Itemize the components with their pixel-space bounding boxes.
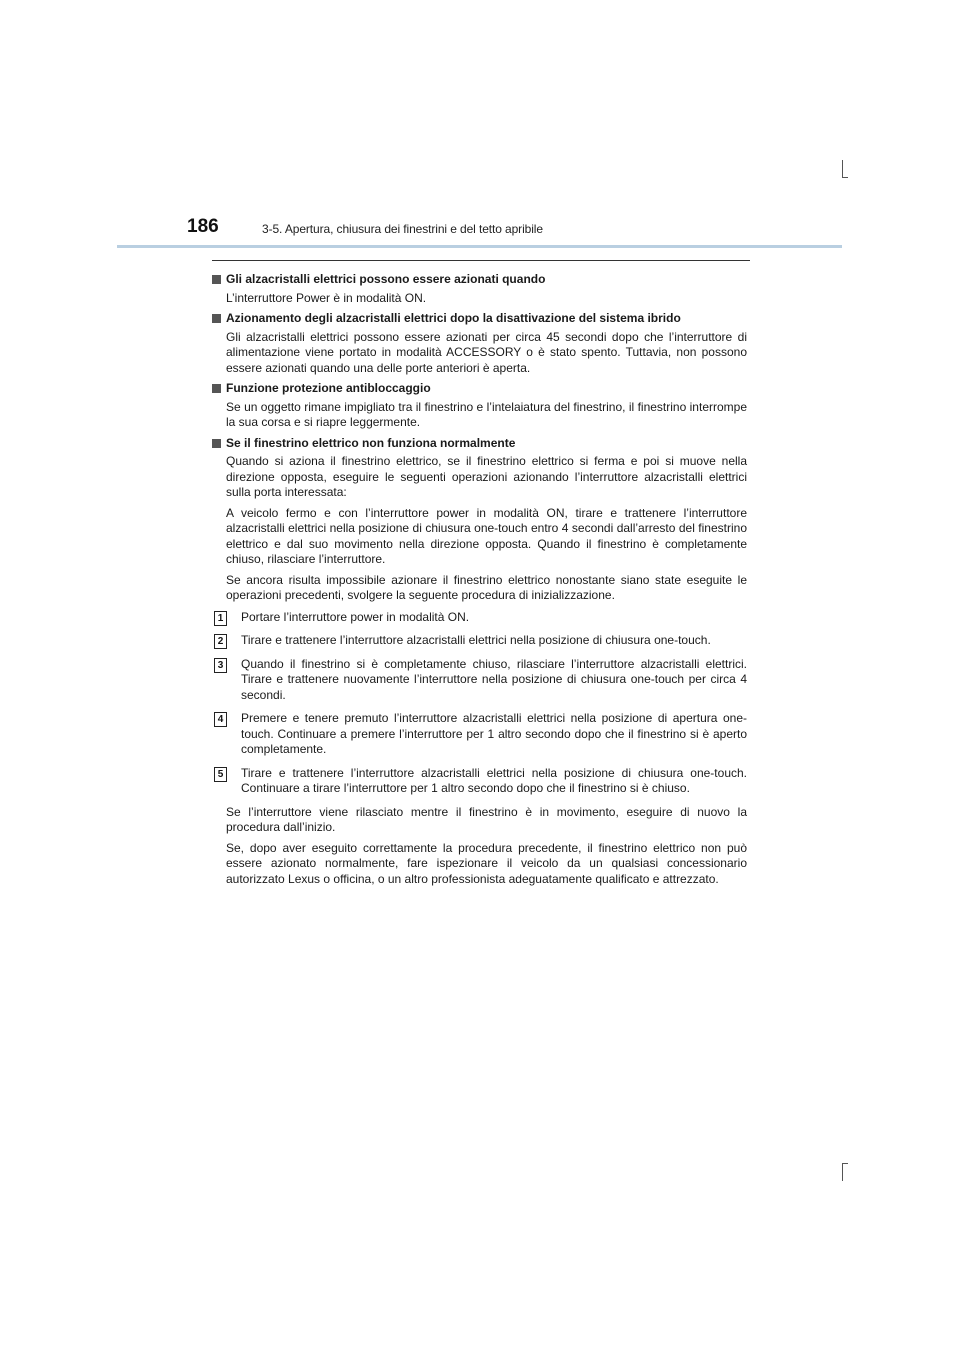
square-bullet-icon: [212, 314, 221, 323]
step-2: [212, 633, 747, 649]
header-bar: [117, 245, 842, 248]
paragraph: L’interruttore Power è in modalità ON.: [226, 290, 427, 305]
square-bullet-icon: [212, 275, 221, 284]
section-title: [212, 381, 747, 397]
paragraph: Se, dopo aver eseguito correttamente la procedura precedente, il finestrino elettrico non può essere azionato normalmente, fare ispezionare il veicolo da un qualsiasi concessionario autorizzato Lexus o officina, o un altro professionista adeguatamente qualificato e attrezzato.: [226, 840, 747, 886]
step-text: Quando il finestrino si è completamente chiuso, rilasciare l’interruttore alzacristalli elettrici. Tirare e trattenere nuovamente l’interruttore nella posizione di chiusura one-touch per circa 4 secondi.: [241, 656, 747, 702]
step-text: Tirare e trattenere l’interruttore alzacristalli elettrici nella posizione di chiusura one-touch.: [241, 633, 711, 647]
step-1: [212, 610, 747, 626]
section-title-text: Funzione protezione antibloccaggio: [226, 381, 431, 395]
paragraph: Se l’interruttore viene rilasciato mentre il finestrino è in movimento, eseguire di nuovo la procedura dall’inizio.: [226, 804, 747, 834]
step-text: Premere e tenere premuto l’interruttore alzacristalli elettrici nella posizione di apertura one-touch. Continuare a premere l’interruttore per 1 altro secondo dopo che il finestrino si è aperto completamente.: [241, 711, 747, 756]
step-text: Portare l’interruttore power in modalità ON.: [241, 609, 470, 624]
chapter-title: 3-5. Apertura, chiusura dei finestrini e del tetto apribile: [262, 222, 543, 236]
content-top-rule: [212, 260, 750, 261]
square-bullet-icon: [212, 439, 221, 448]
section-when-usable: [212, 272, 747, 306]
step-number-badge: 1: [214, 611, 227, 626]
step-4: [212, 711, 747, 758]
crop-mark-top: [842, 160, 843, 178]
paragraph: A veicolo fermo e con l’interruttore power in modalità ON, tirare e trattenere l’interruttore alzacristalli elettrici nella posizione di chiusura one-touch entro 4 secondi dall’arresto del finestrino elettrico e dal suo movimento nella direzione opposta. Quando il finestrino è completamente chiuso, rilasciare l’interruttore.: [226, 505, 747, 566]
step-number-badge: 4: [214, 712, 227, 727]
step-3: [212, 657, 747, 704]
crop-mark-bottom: [842, 1163, 843, 1181]
crop-mark-top-tick: [842, 177, 848, 178]
step-number-badge: 2: [214, 634, 227, 649]
paragraph: Gli alzacristalli elettrici possono essere azionati per circa 45 secondi dopo che l’interruttore di alimentazione viene portato in modalità ACCESSORY o è stato spento. Tuttavia, non possono essere azionati quando una delle porte anteriori è aperta.: [226, 329, 747, 375]
section-title: [212, 311, 747, 327]
page-content: [212, 270, 747, 892]
step-number-badge: 3: [214, 658, 227, 673]
square-bullet-icon: [212, 384, 221, 393]
section-malfunction: [212, 436, 747, 888]
crop-mark-bottom-tick: [842, 1163, 848, 1164]
step-5: [212, 766, 747, 797]
section-title-text: Se il finestrino elettrico non funziona normalmente: [226, 435, 516, 450]
page-number: 186: [187, 216, 219, 237]
paragraph: Se un oggetto rimane impigliato tra il finestrino e l’intelaiatura del finestrino, il finestrino interrompe la sua corsa e si riapre leggermente.: [226, 399, 747, 429]
paragraph: Quando si aziona il finestrino elettrico, se il finestrino elettrico si ferma e poi si muove nella direzione opposta, eseguire le seguenti operazioni azionando l’interruttore alzacristalli elettrici sulla porta interessata:: [226, 454, 747, 499]
section-anti-pinch: [212, 381, 747, 431]
section-title: [212, 436, 747, 452]
step-text: Tirare e trattenere l’interruttore alzacristalli elettrici nella posizione di chiusura one-touch. Continuare a tirare l’interruttore per 1 altro secondo dopo che il finestrino si è chiuso.: [241, 765, 747, 795]
step-number-badge: 5: [214, 767, 227, 782]
paragraph: Se ancora risulta impossibile azionare il finestrino elettrico nonostante siano state eseguite le operazioni precedenti, svolgere la seguente procedura di inizializzazione.: [226, 572, 747, 602]
section-after-shutdown: [212, 311, 747, 376]
section-title: [212, 272, 747, 288]
section-title-text: Azionamento degli alzacristalli elettrici dopo la disattivazione del sistema ibrido: [226, 311, 681, 325]
section-title-text: Gli alzacristalli elettrici possono essere azionati quando: [226, 272, 546, 286]
